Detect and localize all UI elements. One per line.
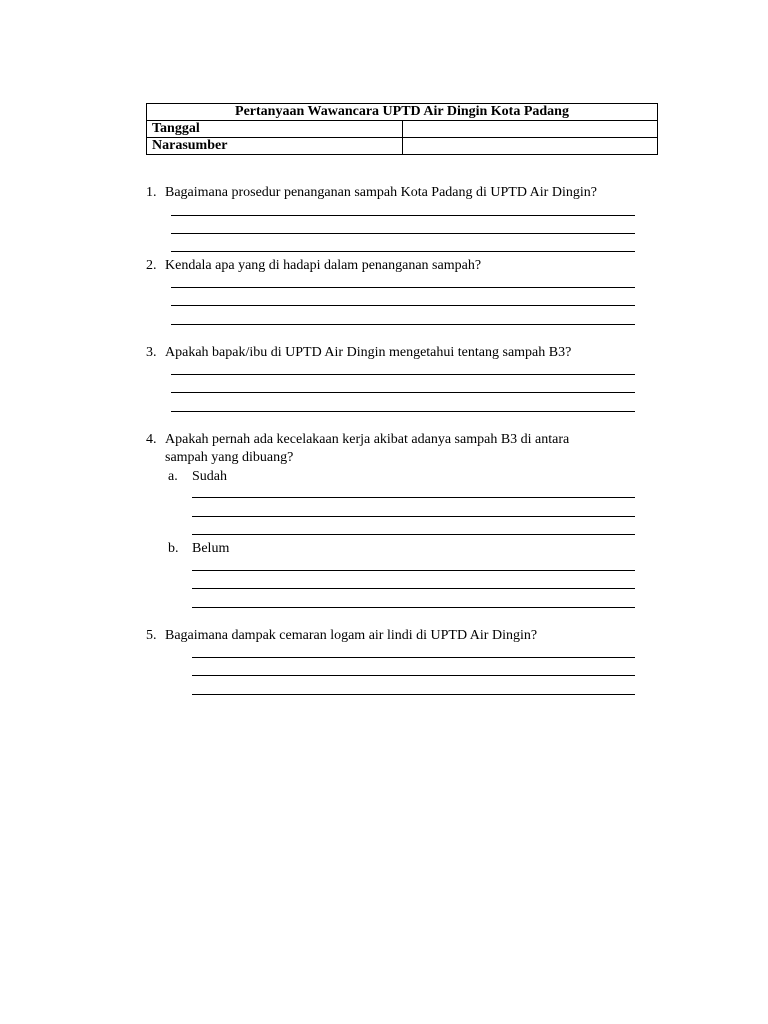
option-text: Sudah xyxy=(192,469,227,484)
question-number: 1. xyxy=(146,185,157,200)
tanggal-label: Tanggal xyxy=(147,121,403,138)
question-number: 5. xyxy=(146,628,157,643)
answer-line[interactable] xyxy=(171,392,635,393)
answer-line[interactable] xyxy=(192,570,635,571)
header-row-tanggal xyxy=(147,121,658,138)
header-title-row xyxy=(147,104,658,121)
tanggal-field[interactable] xyxy=(402,121,658,138)
form-title: Pertanyaan Wawancara UPTD Air Dingin Kota Padang xyxy=(147,104,658,121)
narasumber-label: Narasumber xyxy=(147,138,403,155)
answer-line[interactable] xyxy=(171,374,635,375)
option-letter: a. xyxy=(168,469,178,484)
answer-line[interactable] xyxy=(192,497,635,498)
question-text: Kendala apa yang di hadapi dalam penanganan sampah? xyxy=(165,258,482,273)
answer-line[interactable] xyxy=(192,607,635,608)
option-text: Belum xyxy=(192,541,230,556)
question-text: Apakah pernah ada kecelakaan kerja akibat adanya sampah B3 di antara xyxy=(165,432,570,447)
question-text: Bagaimana dampak cemaran logam air lindi di UPTD Air Dingin? xyxy=(165,628,538,643)
answer-line[interactable] xyxy=(171,251,635,252)
answer-line[interactable] xyxy=(192,516,635,517)
answer-line[interactable] xyxy=(171,305,635,306)
answer-line[interactable] xyxy=(171,215,635,216)
answer-line[interactable] xyxy=(192,694,635,695)
question-number: 2. xyxy=(146,258,157,273)
answer-line[interactable] xyxy=(192,657,635,658)
answer-line[interactable] xyxy=(192,534,635,535)
question-text-continued: sampah yang dibuang? xyxy=(165,450,294,465)
option-letter: b. xyxy=(168,541,179,556)
question-number: 3. xyxy=(146,345,157,360)
question-text: Apakah bapak/ibu di UPTD Air Dingin mengetahui tentang sampah B3? xyxy=(165,345,572,360)
narasumber-field[interactable] xyxy=(402,138,658,155)
question-number: 4. xyxy=(146,432,157,447)
answer-line[interactable] xyxy=(192,675,635,676)
answer-line[interactable] xyxy=(192,588,635,589)
answer-line[interactable] xyxy=(171,287,635,288)
answer-line[interactable] xyxy=(171,324,635,325)
header-row-narasumber xyxy=(147,138,658,155)
answer-line[interactable] xyxy=(171,411,635,412)
header-table xyxy=(146,103,658,155)
answer-line[interactable] xyxy=(171,233,635,234)
question-text: Bagaimana prosedur penanganan sampah Kota Padang di UPTD Air Dingin? xyxy=(165,185,597,200)
